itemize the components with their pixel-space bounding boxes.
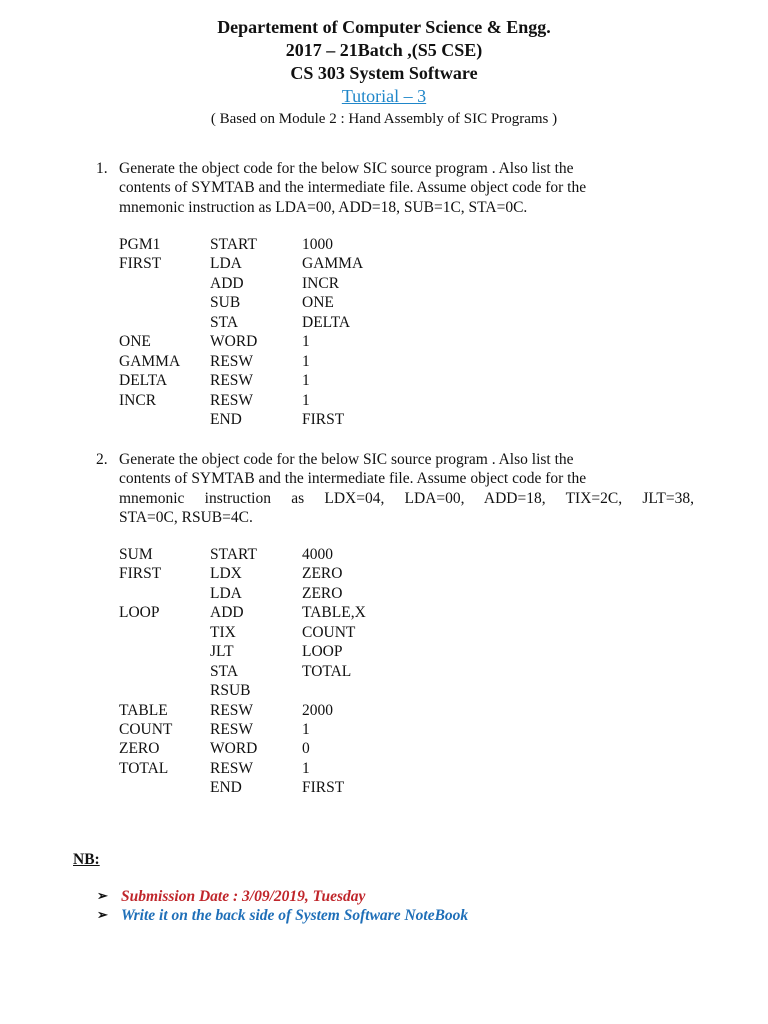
program-opcode: SUB [210, 294, 241, 312]
program-operand: ZERO [302, 565, 343, 583]
question-number: 1. [96, 160, 108, 177]
program-operand: 1 [302, 372, 310, 390]
program-operand: 1 [302, 759, 310, 777]
program-opcode: LDX [210, 565, 242, 583]
program-opcode: STA [210, 313, 239, 331]
document-header [0, 16, 768, 129]
department-title: Departement of Computer Science & Engg. [217, 17, 551, 37]
program-label: FIRST [119, 565, 162, 583]
program-operand: FIRST [302, 779, 345, 797]
program-label: ZERO [119, 740, 160, 758]
program-opcode: END [210, 779, 242, 797]
program-opcode: RESW [210, 352, 254, 370]
program-label: INCR [119, 391, 157, 409]
program-operand: 1 [302, 352, 310, 370]
program-opcode: RESW [210, 701, 254, 719]
program-label: TOTAL [119, 759, 169, 777]
batch-title: 2017 – 21Batch ,(S5 CSE) [285, 40, 483, 60]
program-opcode: WORD [210, 333, 258, 351]
program-label: PGM1 [119, 236, 161, 253]
question-line: contents of SYMTAB and the intermediate file. Assume object code for the [119, 179, 587, 197]
program-operand: 1000 [302, 236, 333, 253]
program-operand: DELTA [302, 313, 351, 331]
program-opcode: STA [210, 662, 239, 680]
question-line: STA=0C, RSUB=4C. [119, 508, 253, 526]
program-opcode: JLT [210, 643, 234, 661]
program-label: ONE [119, 333, 151, 351]
question-line: mnemonic instruction as LDA=00, ADD=18, SUB=1C, STA=0C. [119, 198, 528, 216]
program-operand: 1 [302, 391, 310, 409]
program-label: DELTA [119, 372, 168, 390]
course-title: CS 303 System Software [290, 63, 478, 83]
arrow-bullet-icon: ➢ [97, 888, 108, 903]
program-label: FIRST [119, 255, 162, 273]
question-line: Generate the object code for the below SIC source program . Also list the [119, 160, 574, 177]
program-opcode: RESW [210, 720, 254, 738]
program-label: COUNT [119, 720, 173, 738]
program-opcode: TIX [210, 623, 236, 641]
question-line: Generate the object code for the below SIC source program . Also list the [119, 451, 574, 468]
program-opcode: START [210, 546, 257, 563]
program-operand: ZERO [302, 584, 343, 602]
program-opcode: ADD [210, 604, 244, 622]
question-line: contents of SYMTAB and the intermediate file. Assume object code for the [119, 470, 587, 488]
program-operand: FIRST [302, 410, 345, 428]
program-operand: 2000 [302, 701, 333, 719]
program-opcode: RESW [210, 759, 254, 777]
program-opcode: END [210, 410, 242, 428]
question-line: mnemonic instruction as LDX=04, LDA=00, ADD=18, TIX=2C, JLT=38, [119, 489, 694, 507]
program-operand: TABLE,X [302, 604, 366, 622]
question-number: 2. [96, 451, 108, 468]
arrow-bullet-icon: ➢ [97, 907, 108, 922]
program-operand: 0 [302, 740, 310, 758]
program-label: GAMMA [119, 352, 181, 370]
program-opcode: LDA [210, 584, 242, 602]
program-operand: 1 [302, 333, 310, 351]
program-opcode: WORD [210, 740, 258, 758]
program-operand: COUNT [302, 623, 356, 641]
program-operand: GAMMA [302, 255, 364, 273]
program-opcode: RESW [210, 372, 254, 390]
program-label: SUM [119, 546, 153, 563]
program-operand: ONE [302, 294, 334, 312]
program-operand: INCR [302, 274, 340, 292]
program-operand: LOOP [302, 643, 343, 661]
nb-label: NB: [73, 851, 100, 868]
program-label: TABLE [119, 701, 168, 719]
module-subtitle: ( Based on Module 2 : Hand Assembly of SIC Programs ) [210, 111, 558, 127]
program-label: LOOP [119, 604, 160, 622]
program-opcode: START [210, 236, 257, 253]
program-opcode: LDA [210, 255, 242, 273]
program-opcode: ADD [210, 274, 244, 292]
program-opcode: RSUB [210, 682, 251, 700]
submission-date-note: Submission Date : 3/09/2019, Tuesday [121, 888, 366, 905]
program-operand: 1 [302, 720, 310, 738]
program-opcode: RESW [210, 391, 254, 409]
notebook-instruction-note: Write it on the back side of System Software NoteBook [121, 907, 469, 924]
tutorial-title: Tutorial – 3 [341, 86, 427, 106]
program-operand: 4000 [302, 546, 333, 563]
program-operand: TOTAL [302, 662, 352, 680]
